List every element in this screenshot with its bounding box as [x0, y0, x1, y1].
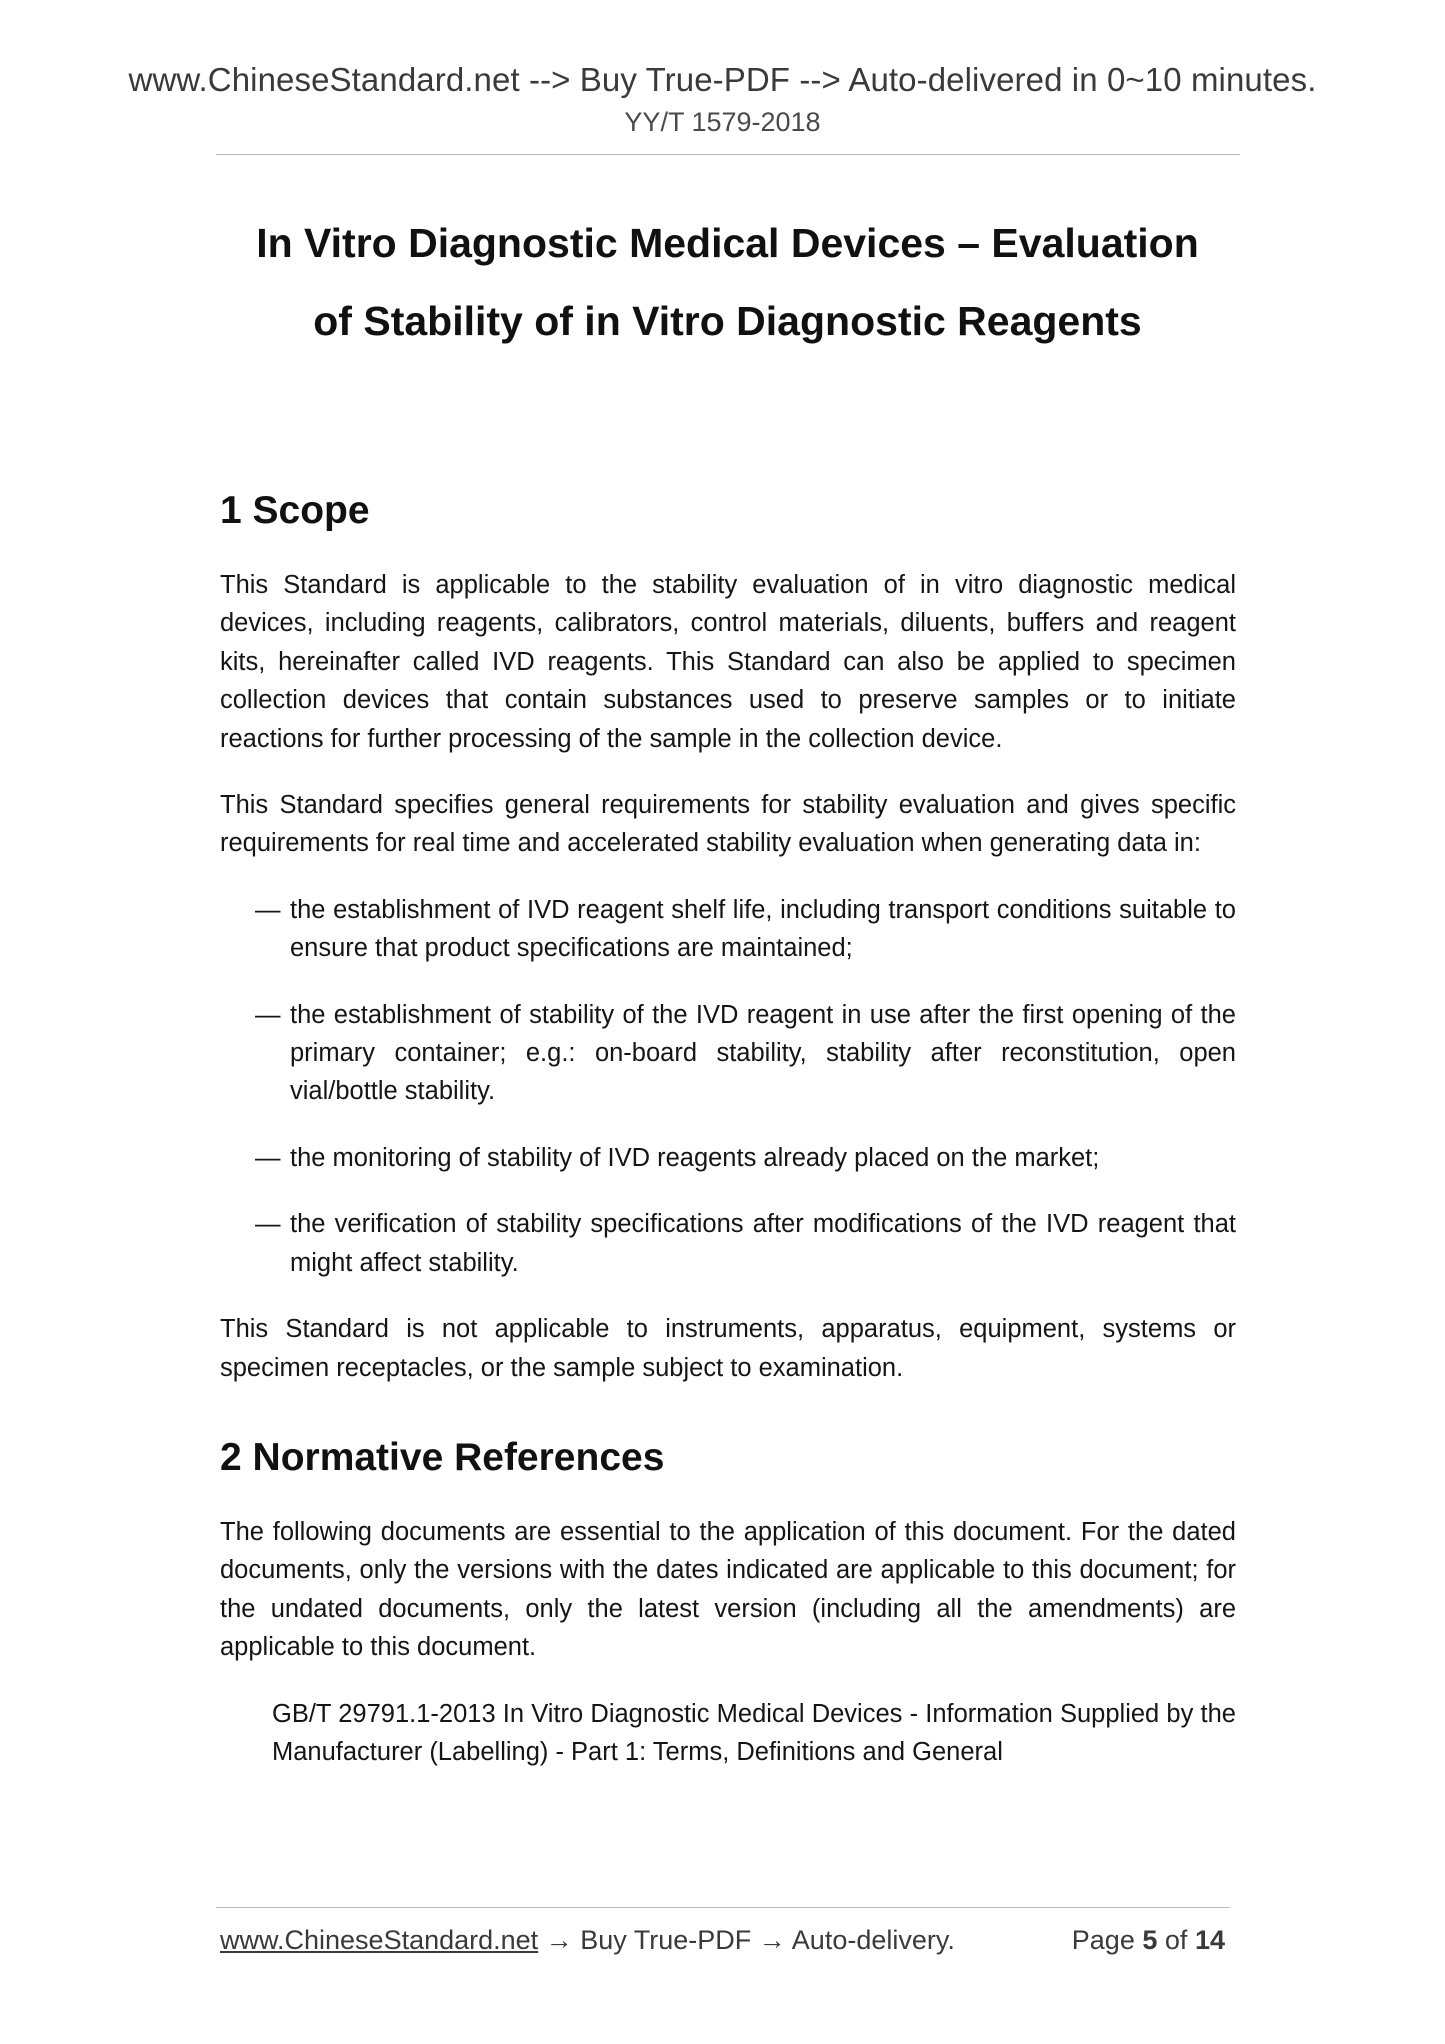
list-item [220, 891, 1236, 968]
section-heading-scope: 1 Scope [220, 489, 370, 532]
page-total: 14 [1194, 1925, 1225, 1955]
page-footer [220, 1918, 1230, 1962]
scope-paragraph-2: This Standard specifies general requirements for stability evaluation and gives specific requirements for real time and accelerated stability evaluation when generating data in: [220, 791, 1236, 858]
page-number [1072, 1918, 1225, 1962]
list-item-text: the establishment of IVD reagent shelf life, including transport conditions suitable to ensure that product specifications are maintained; [290, 895, 1236, 963]
scope-list [220, 891, 1236, 1282]
dash-bullet: — [255, 1000, 281, 1029]
section-heading-normative-references: 2 Normative References [220, 1435, 665, 1479]
list-item-text: the monitoring of stability of IVD reagents already placed on the market; [290, 1143, 1100, 1172]
footer-site-link[interactable]: www.ChineseStandard.net [220, 1925, 539, 1955]
scope-paragraph-3: This Standard is not applicable to instruments, apparatus, equipment, systems or specimen receptacles, or the sample subject to examination. [220, 1315, 1236, 1382]
dash-bullet: — [255, 895, 281, 924]
references-paragraph: The following documents are essential to the application of this document. For the dated documents, only the versions with the dates indicated are applicable to this document; for the undated documents, only the latest version (including all the amendments) are applicable to this document. [220, 1517, 1236, 1662]
footer-promo [220, 1918, 955, 1962]
list-item [220, 996, 1236, 1111]
footer-delivery-text: Auto-delivery. [791, 1925, 955, 1955]
footer-divider [216, 1907, 1230, 1908]
document-title [216, 204, 1239, 360]
list-item [220, 1205, 1236, 1282]
promo-banner: www.ChineseStandard.net --> Buy True-PDF --> Auto-delivered in 0~10 minutes. [128, 61, 1317, 98]
title-line-1: In Vitro Diagnostic Medical Devices – Evaluation [256, 220, 1199, 266]
dash-bullet: — [255, 1143, 281, 1172]
list-item [220, 1139, 1236, 1177]
title-line-2: of Stability of in Vitro Diagnostic Reagents [313, 298, 1142, 344]
header-divider [216, 154, 1240, 155]
document-body [220, 478, 1236, 1771]
reference-item: GB/T 29791.1-2013 In Vitro Diagnostic Medical Devices - Information Supplied by the Manufacturer (Labelling) - Part 1: Terms, Definitions and General [272, 1699, 1236, 1766]
of-label: of [1164, 1925, 1188, 1955]
standard-code: YY/T 1579-2018 [624, 107, 821, 137]
page-header [0, 58, 1445, 140]
dash-bullet: — [255, 1210, 281, 1239]
footer-buy-text: Buy True-PDF [580, 1925, 752, 1955]
list-item-text: the verification of stability specifications after modifications of the IVD reagent that might affect stability. [290, 1210, 1236, 1277]
list-item-text: the establishment of stability of the IVD reagent in use after the first opening of the primary container; e.g.: on-board stability, stability after reconstitution, open vial/bottle stability. [290, 1000, 1236, 1106]
arrow-right-icon: → [758, 1925, 786, 1955]
page-current: 5 [1142, 1925, 1158, 1955]
arrow-right-icon: → [545, 1925, 573, 1955]
scope-paragraph-1: This Standard is applicable to the stability evaluation of in vitro diagnostic medical devices, including reagents, calibrators, control materials, diluents, buffers and reagent kits, hereinafter called IVD reagents. This Standard can also be applied to specimen collection devices that contain substances used to preserve samples or to initiate reactions for further processing of the sample in the collection device. [220, 571, 1236, 753]
page-label: Page [1071, 1925, 1135, 1955]
